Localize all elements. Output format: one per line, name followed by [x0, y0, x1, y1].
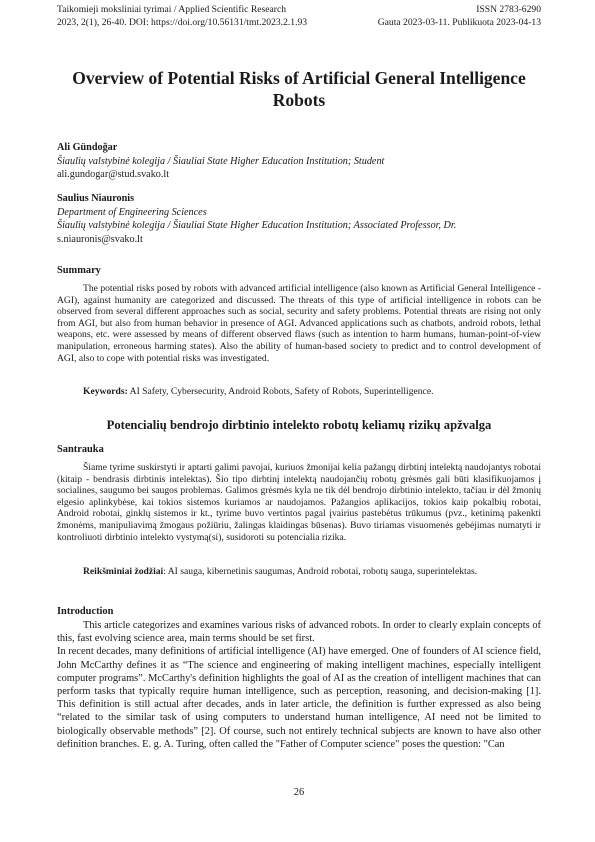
introduction-body — [57, 619, 541, 751]
author-affiliation: Šiaulių valstybinė kolegija / Šiauliai State Higher Education Institution; Associated Professor, Dr. — [57, 220, 457, 232]
author-email: s.niauronis@svako.lt — [57, 233, 143, 245]
received-published-dates: Gauta 2023-03-11. Publikuota 2023-04-13 — [377, 17, 541, 28]
keywords-list: AI Safety, Cybersecurity, Android Robots, Safety of Robots, Superintelligence. — [127, 386, 434, 397]
author-name: Saulius Niauronis — [57, 193, 135, 204]
journal-name: Taikomieji moksliniai tyrimai / Applied Scientific Research — [57, 4, 286, 15]
summary-text: The potential risks posed by robots with advanced artificial intelligence (also known as Artificial General Intelligence - AGI), against humanity are categorized and discussed. The threats of this type of artificial intelligence in robots can be observed from several different approaches such as social, security and safety problems. Potential threats are rising not only from AGI, but also from human behavior in presence of AGI. Advanced applications such as chatbots, android robots, lethal weapons, etc. were assessed by means of different observed flaws (such as intention to harm humans, human-point-of-view manipulation, erroneous harming states). Also the ability of human-based society to predict and to control development of AGI, also to cope with potential risks was investigated. — [57, 283, 541, 364]
author-block-1 — [57, 141, 541, 182]
author-department: Department of Engineering Sciences — [57, 206, 207, 218]
keywords-label: Keywords: — [83, 386, 128, 397]
introduction-heading: Introduction — [57, 606, 114, 617]
lt-keywords-label: Reikšminiai žodžiai — [83, 566, 164, 577]
author-name: Ali Gündoğar — [57, 142, 118, 153]
lithuanian-title: Potencialių bendrojo dirbtinio intelekto robotų keliamų rizikų apžvalga — [106, 418, 492, 432]
author-block-2 — [57, 192, 541, 246]
author-email: ali.gundogar@stud.svako.lt — [57, 169, 170, 181]
paper-title: Overview of Potential Risks of Artificial General Intelligence Robots — [72, 68, 526, 110]
intro-paragraph-2: In recent decades, many definitions of artificial intelligence (AI) have emerged. One of founders of AI science field, John McCarthy defines it as “The science and engineering of making intelligent machines, especially intelligent computer programs”. McCarthy's definition highlights the goal of AI as the creation of intelligent machines that can perform tasks that typically require human intelligence, such as perception, reasoning, and decision-making [1]. This definition is still actual after decades, ands in later article, the definition is further expressed as also being “related to the similar task of using computers to understand human intelligence, AI need not be limited to biologically observable methods” [2]. Of course, such not entirely technical subjects are known to have also other definition branches. E. g. A. Turing, often called the "Father of Computer science" poses the question: "Can — [57, 646, 541, 750]
santrauka-text: Šiame tyrime suskirstyti ir aptarti galimi pavojai, kuriuos žmonijai kelia pažangų dirbtinį intelektą naudojantys robotai (kitaip - bendrasis dirbtinis intelektas). Šio tipo dirbtinį intelektą naudojančių robotų grėsmės gali būti klasifikuojamos į socialines, saugumo bei saugos problemas. Galimos grėsmės kyla ne tik dėl bendrojo dirbtinio intelekto, tačiau ir dėl žmonių elgesio aplinkybėse, kai tokios sistemos kuriamos ar naudojamos. Pažangios aplikacijos, tokios kaip pokalbių robotai, Android robotai, ginklų sistemos ir kt., tyrime buvo vertintos pagal įvairius pastebėtus trūkumus (pvz., ketinimą pakenkti žmonėms, manipuliavimą žmogaus požiūriu, žalingas klaidingas būsenas). Buvo tiriamas visuomenės gebėjimas numatyti ir kontroliuoti dirbtinio intelekto vystymą(si), susidoroti su potencialia rizika. — [57, 462, 541, 543]
keywords-line — [57, 386, 541, 398]
intro-paragraph-1: This article categorizes and examines various risks of advanced robots. In order to clearly explain concepts of this, fast evolving science area, main terms should be set first. — [57, 620, 541, 645]
lt-keywords-line — [57, 566, 541, 578]
issn: ISSN 2783-6290 — [476, 4, 541, 15]
author-affiliation: Šiaulių valstybinė kolegija / Šiauliai State Higher Education Institution; Student — [57, 155, 385, 167]
citation-doi: 2023, 2(1), 26-40. DOI: https://doi.org/10.56131/tmt.2023.2.1.93 — [57, 17, 308, 28]
santrauka-heading: Santrauka — [57, 444, 104, 455]
lt-keywords-list: : AI sauga, kibernetinis saugumas, Android robotai, robotų sauga, superintelektas. — [163, 566, 478, 577]
summary-heading: Summary — [57, 265, 101, 276]
page-number: 26 — [293, 787, 305, 798]
